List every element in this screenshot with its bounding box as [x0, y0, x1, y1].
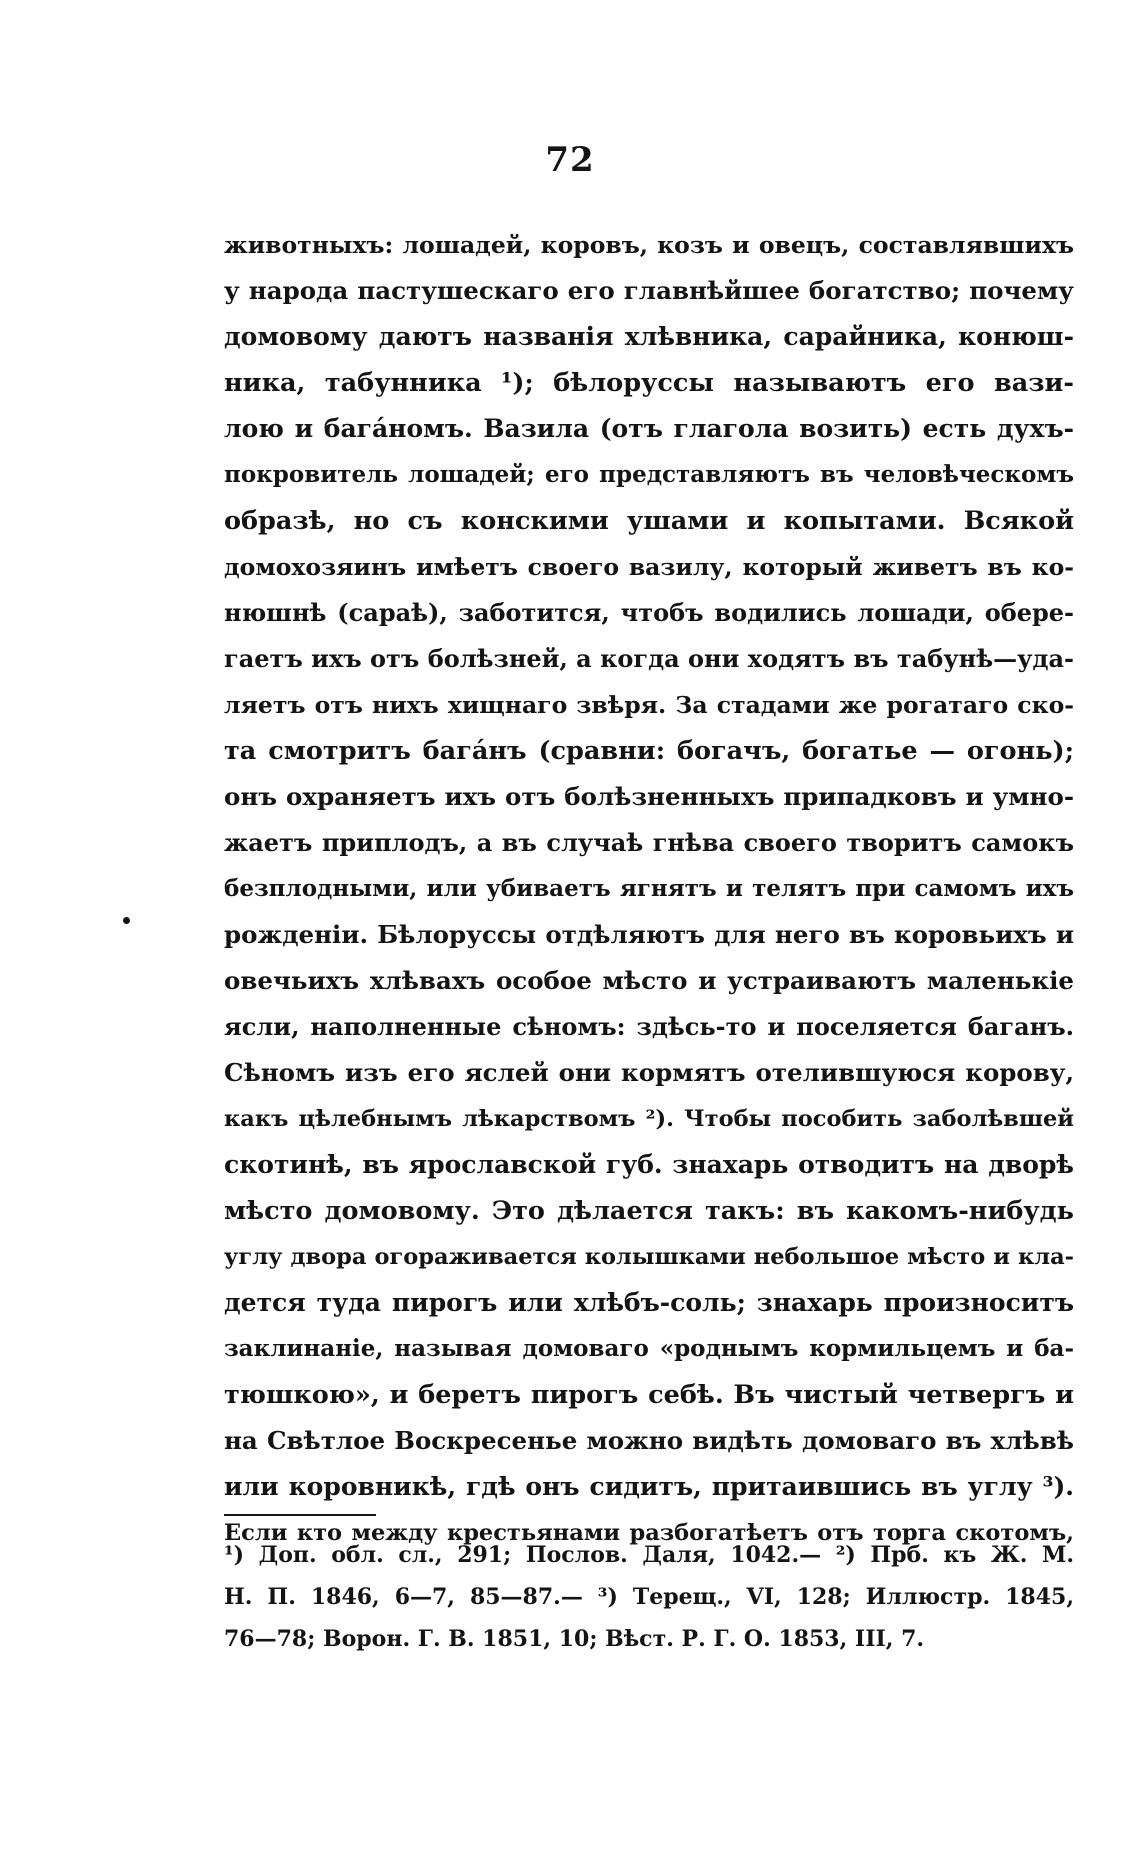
text-line: нюшнѣ (сараѣ), заботится, чтобъ водились лошади, обере- — [224, 598, 1074, 627]
text-line: овечьихъ хлѣвахъ особое мѣсто и устраиваютъ маленькіе — [224, 966, 1074, 995]
text-line: скотинѣ, въ ярославской губ. знахарь отводитъ на дворѣ — [224, 1150, 1074, 1179]
text-line: какъ цѣлебнымъ лѣкарствомъ ²). Чтобы пособить заболѣвшей — [224, 1106, 1074, 1132]
text-line: онъ охраняетъ ихъ отъ болѣзненныхъ припадковъ и умно- — [224, 782, 1074, 811]
page-number: 72 — [545, 140, 595, 180]
footnotes — [224, 1534, 1074, 1660]
text-line: образѣ, но съ конскими ушами и копытами. Всякой — [224, 506, 1074, 536]
text-line: безплодными, или убиваетъ ягнятъ и телятъ при самомъ ихъ — [224, 875, 1074, 902]
text-line: дется туда пирогъ или хлѣбъ-соль; знахарь произноситъ — [224, 1288, 1074, 1317]
ink-speck — [123, 917, 130, 924]
text-line: заклинаніе, называя домоваго «роднымъ кормильцемъ и ба- — [224, 1335, 1074, 1362]
text-line: покровитель лошадей; его представляютъ въ человѣческомъ — [224, 461, 1074, 488]
text-line: лою и багáномъ. Вазила (отъ глагола возить) есть духъ- — [224, 414, 1074, 443]
footnote-line: 76—78; Ворон. Г. В. 1851, 10; Вѣст. Р. Г. О. 1853, III, 7. — [224, 1626, 925, 1652]
footnote-line: Н. П. 1846, 6—7, 85—87.— ³) Терещ., VI, 128; Иллюстр. 1845, — [224, 1584, 1074, 1610]
text-line: та смотритъ багáнъ (сравни: богачъ, богатье — огонь); — [224, 736, 1074, 766]
text-line: жаетъ приплодъ, а въ случаѣ гнѣва своего творитъ самокъ — [224, 828, 1074, 857]
text-line: мѣсто домовому. Это дѣлается такъ: въ какомъ-нибудь — [224, 1196, 1074, 1226]
text-line: гаетъ ихъ отъ болѣзней, а когда они ходятъ въ табунѣ—уда- — [224, 644, 1074, 673]
text-line: или коровникѣ, гдѣ онъ сидитъ, притаившись въ углу ³). — [224, 1472, 1074, 1501]
text-line: у народа пастушескаго его главнѣйшее богатство; почему — [224, 276, 1074, 305]
text-line: Сѣномъ изъ его яслей они кормятъ отелившуюся корову, — [224, 1058, 1074, 1087]
text-line: ника, табунника ¹); бѣлоруссы называютъ его вази- — [224, 368, 1074, 398]
text-line: углу двора огораживается колышками небольшое мѣсто и кла- — [224, 1244, 1074, 1270]
text-line: ляетъ отъ нихъ хищнаго звѣря. За стадами же рогатаго ско- — [224, 691, 1074, 719]
text-line: домохозяинъ имѣетъ своего вазилу, который живетъ въ ко- — [224, 553, 1074, 581]
text-line: ясли, наполненные сѣномъ: здѣсь-то и поселяется баганъ. — [224, 1012, 1074, 1041]
footnote-line: ¹) Доп. обл. сл., 291; Послов. Даля, 1042.— ²) Прб. къ Ж. М. — [224, 1542, 1074, 1568]
text-line: на Свѣтлое Воскресенье можно видѣть домоваго въ хлѣвѣ — [224, 1426, 1074, 1455]
text-line: рожденіи. Бѣлоруссы отдѣляютъ для него въ коровьихъ и — [224, 920, 1074, 949]
text-line: домовому даютъ названія хлѣвника, сарайника, конюш- — [224, 322, 1074, 351]
text-line: животныхъ: лошадей, коровъ, козъ и овецъ, составлявшихъ — [224, 231, 1074, 259]
body-text — [224, 222, 1074, 1556]
text-line: тюшкою», и беретъ пирогъ себѣ. Въ чистый четвергъ и — [224, 1380, 1074, 1410]
footnote-divider — [224, 1514, 376, 1516]
text-line: Если кто между крестьянами разбогатѣетъ отъ торга скотомъ, — [224, 1520, 1074, 1546]
